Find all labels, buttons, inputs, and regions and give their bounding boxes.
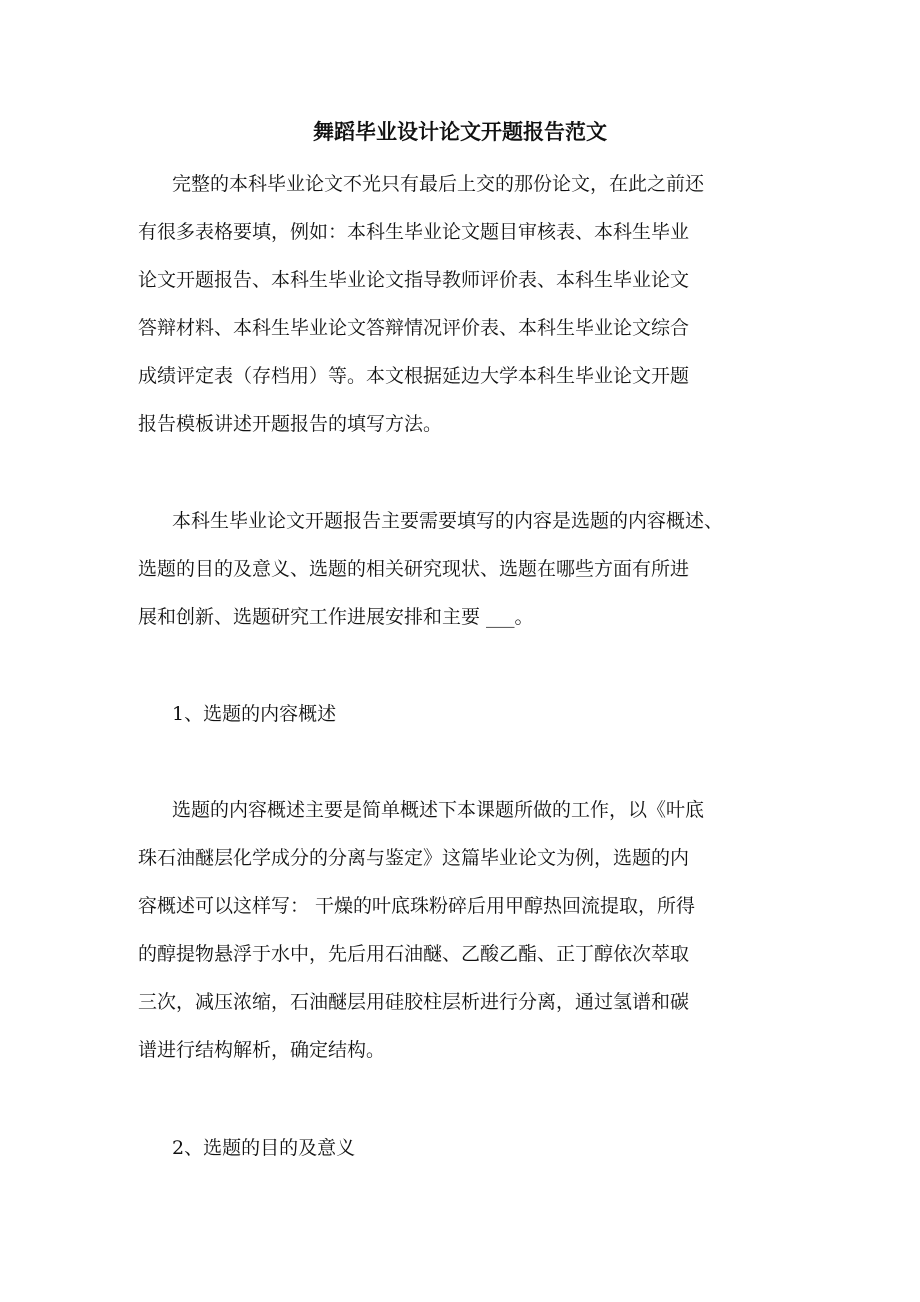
paragraph-line: 容概述可以这样写： 干燥的叶底珠粉碎后用甲醇热回流提取，所得 xyxy=(138,895,696,917)
document-title: 舞蹈毕业设计论文开题报告范文 xyxy=(313,119,607,144)
paragraph-line: 论文开题报告、本科生毕业论文指导教师评价表、本科生毕业论文 xyxy=(138,269,690,291)
paragraph-line: 三次，减压浓缩，石油醚层用硅胶柱层析进行分离，通过氢谱和碳 xyxy=(138,991,690,1013)
paragraph-line: 选题的内容概述主要是简单概述下本课题所做的工作，以《叶底 xyxy=(172,799,705,821)
paragraph-line: 完整的本科毕业论文不光只有最后上交的那份论文，在此之前还 xyxy=(172,173,705,195)
paragraph-line: 展和创新、选题研究工作进展安排和主要 ___。 xyxy=(138,606,534,628)
paragraph-line: 珠石油醚层化学成分的分离与鉴定》这篇毕业论文为例，选题的内 xyxy=(138,847,690,869)
paragraph-line: 谱进行结构解析，确定结构。 xyxy=(138,1039,386,1061)
paragraph-line: 本科生毕业论文开题报告主要需要填写的内容是选题的内容概述、 xyxy=(172,510,724,532)
section-heading-1: 1、选题的内容概述 xyxy=(172,703,337,725)
paragraph-line: 选题的目的及意义、选题的相关研究现状、选题在哪些方面有所进 xyxy=(138,558,690,580)
paragraph-line: 成绩评定表（存档用）等。本文根据延边大学本科生毕业论文开题 xyxy=(138,365,690,387)
paragraph-line: 报告模板讲述开题报告的填写方法。 xyxy=(138,413,443,435)
paragraph-line: 有很多表格要填，例如：本科生毕业论文题目审核表、本科生毕业 xyxy=(138,221,690,243)
paragraph-line: 答辩材料、本科生毕业论文答辩情况评价表、本科生毕业论文综合 xyxy=(138,317,690,339)
section-heading-2: 2、选题的目的及意义 xyxy=(172,1137,356,1159)
paragraph-line: 的醇提物悬浮于水中，先后用石油醚、乙酸乙酯、正丁醇依次萃取 xyxy=(138,943,690,965)
